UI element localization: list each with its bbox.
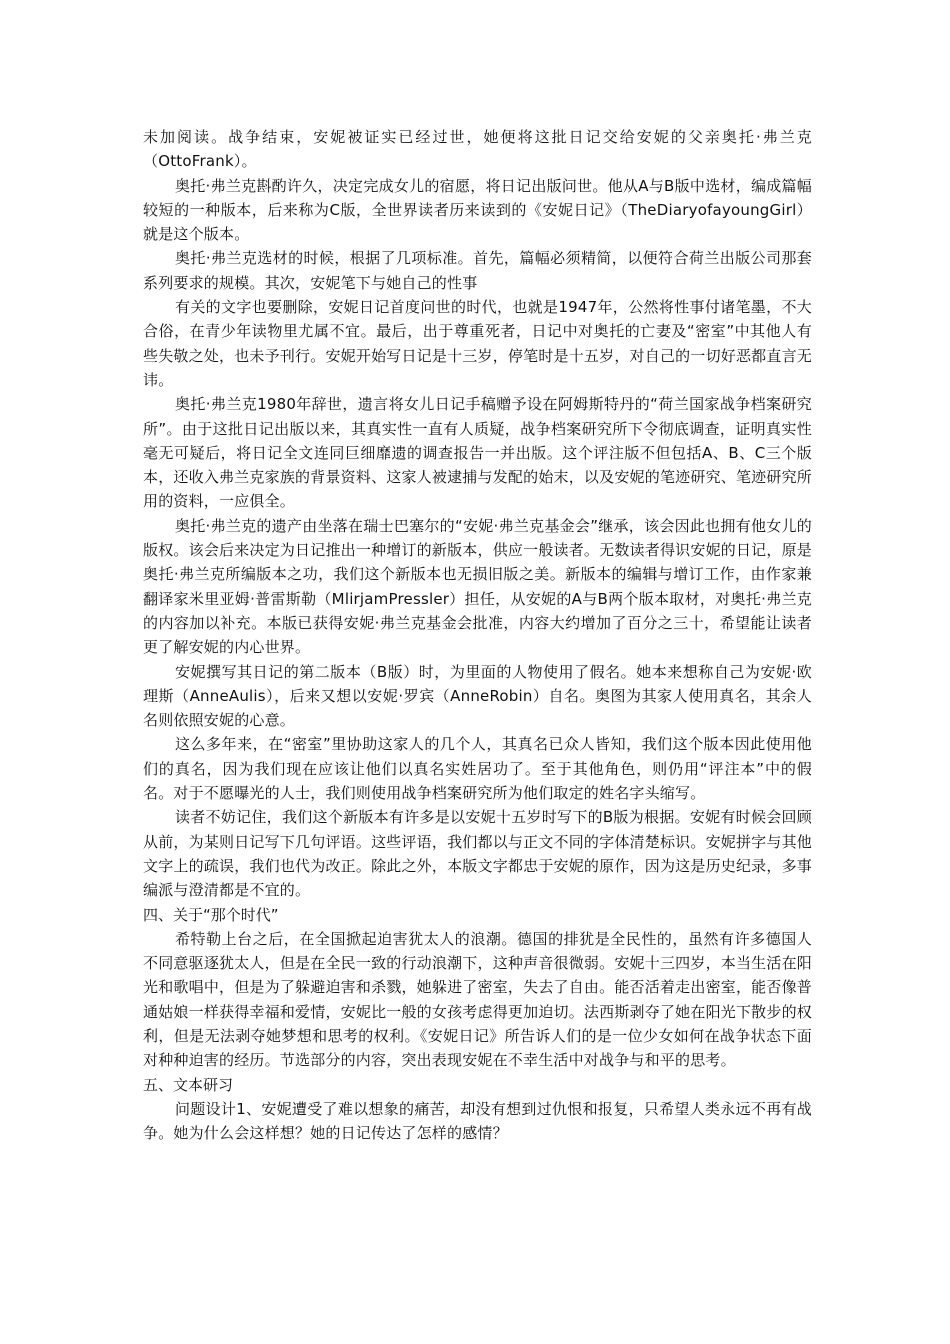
paragraph-version-b: 读者不妨记住，我们这个新版本有许多是以安妮十五岁时写下的B版为根据。安妮有时候会回顾从前，为某则日记写下几句评语。这些评语，我们都以与正文不同的字体清楚标识。安妮拼字与其他文字上的疏误，我们也代为改正。除此之外，本版文字都忠于安妮的原作，因为这是历史纪录，多事编派与澄清都是不宜的。 bbox=[143, 808, 812, 900]
document-page bbox=[143, 125, 812, 1145]
paragraph-deletions: 有关的文字也要删除，安妮日记首度问世的时代，也就是1947年，公然将性事付诸笔墨，不大合俗，在青少年读物里尤属不宜。最后，出于尊重死者，日记中对奥托的亡妻及“密室”中其他人有些失敬之处，也未予刊行。安妮开始写日记是十三岁，停笔时是十五岁，对自己的一切好恶都直言无讳。 bbox=[143, 298, 812, 389]
section-heading-text-study: 五、文本研习 bbox=[143, 1075, 234, 1094]
paragraph-selection-criteria: 奥托·弗兰克选材的时候，根据了几项标准。首先，篇幅必须精简，以便符合荷兰出版公司那套系列要求的规模。其次，安妮笔下与她自己的性事 bbox=[143, 249, 812, 292]
paragraph-question-1: 问题设计1、安妮遭受了难以想象的痛苦，却没有想到过仇恨和报复，只希望人类永远不再有战争。她为什么会这样想？她的日记传达了怎样的感情？ bbox=[143, 1099, 812, 1143]
paragraph-pseudonyms: 安妮撰写其日记的第二版本（B版）时，为里面的人物使用了假名。她本来想称自己为安妮·欧理斯（AnneAulis），后来又想以安妮·罗宾（AnneRobin）自名。奥图为其家人使用真名，其余人名则依照安妮的心意。 bbox=[143, 662, 812, 730]
paragraph-diary-handover: 未加阅读。战争结束，安妮被证实已经过世，她便将这批日记交给安妮的父亲奥托·弗兰克（OttoFrank）。 bbox=[143, 128, 812, 171]
paragraph-era: 希特勒上台之后，在全国掀起迫害犹太人的浪潮。德国的排犹是全民性的，虽然有许多德国人不同意驱逐犹太人，但是在全民一致的行动浪潮下，这种声音很微弱。安妮十三四岁，本当生活在阳光和歌唱中，但是为了躲避迫害和杀戮，她躲进了密室，失去了自由。能否活着走出密室，能否像普通姑娘一样获得幸福和爱情，安妮比一般的女孩考虑得更加迫切。法西斯剥夺了她在阳光下散步的权利，但是无法剥夺她梦想和思考的权利。《安妮日记》所告诉人们的是一位少女如何在战争状态下面对种种迫害的经历。节选部分的内容，突出表现安妮在不幸生活中对战争与和平的思考。 bbox=[143, 929, 812, 1070]
paragraph-version-c: 奥托·弗兰克斟酌许久，决定完成女儿的宿愿，将日记出版问世。他从A与B版中选材，编成篇幅较短的一种版本，后来称为C版，全世界读者历来读到的《安妮日记》（TheDiaryofayoungGirl）就是这个版本。 bbox=[143, 176, 812, 244]
paragraph-new-edition: 奥托·弗兰克的遗产由坐落在瑞士巴塞尔的“安妮·弗兰克基金会”继承，该会因此也拥有他女儿的版权。该会后来决定为日记推出一种增订的新版本，供应一般读者。无数读者得识安妮的日记，原是奥托·弗兰克所编版本之功，我们这个新版本也无损旧版之美。新版本的编辑与增订工作，由作家兼翻译家米里亚姆·普雷斯勒（MlirjamPressler）担任，从安妮的A与B两个版本取材，对奥托·弗兰克的内容加以补充。本版已获得安妮·弗兰克基金会批准，内容大约增加了百分之三十，希望能让读者更了解安妮的内心世界。 bbox=[143, 516, 812, 657]
paragraph-real-names: 这么多年来，在“密室”里协助这家人的几个人，其真名已众人皆知，我们这个版本因此使用他们的真名，因为我们现在应该让他们以真名实姓居功了。至于其他角色，则仍用“评注本”中的假名。对于不愿曝光的人士，我们则使用战争档案研究所为他们取定的姓名字头缩写。 bbox=[143, 735, 812, 803]
section-heading-era: 四、关于“那个时代” bbox=[143, 905, 279, 924]
paragraph-annotated-edition: 奥托·弗兰克1980年辞世，遗言将女儿日记手稿赠予设在阿姆斯特丹的“荷兰国家战争档案研究所”。由于这批日记出版以来，其真实性一直有人质疑，战争档案研究所下令彻底调查，证明真实性毫无可疑后，将日记全文连同巨细靡遗的调查报告一并出版。这个评注版不但包括A、B、C三个版本，还收入弗兰克家族的背景资料、这家人被逮捕与发配的始末，以及安妮的笔迹研究、笔迹研究所用的资料，一应俱全。 bbox=[143, 395, 812, 511]
